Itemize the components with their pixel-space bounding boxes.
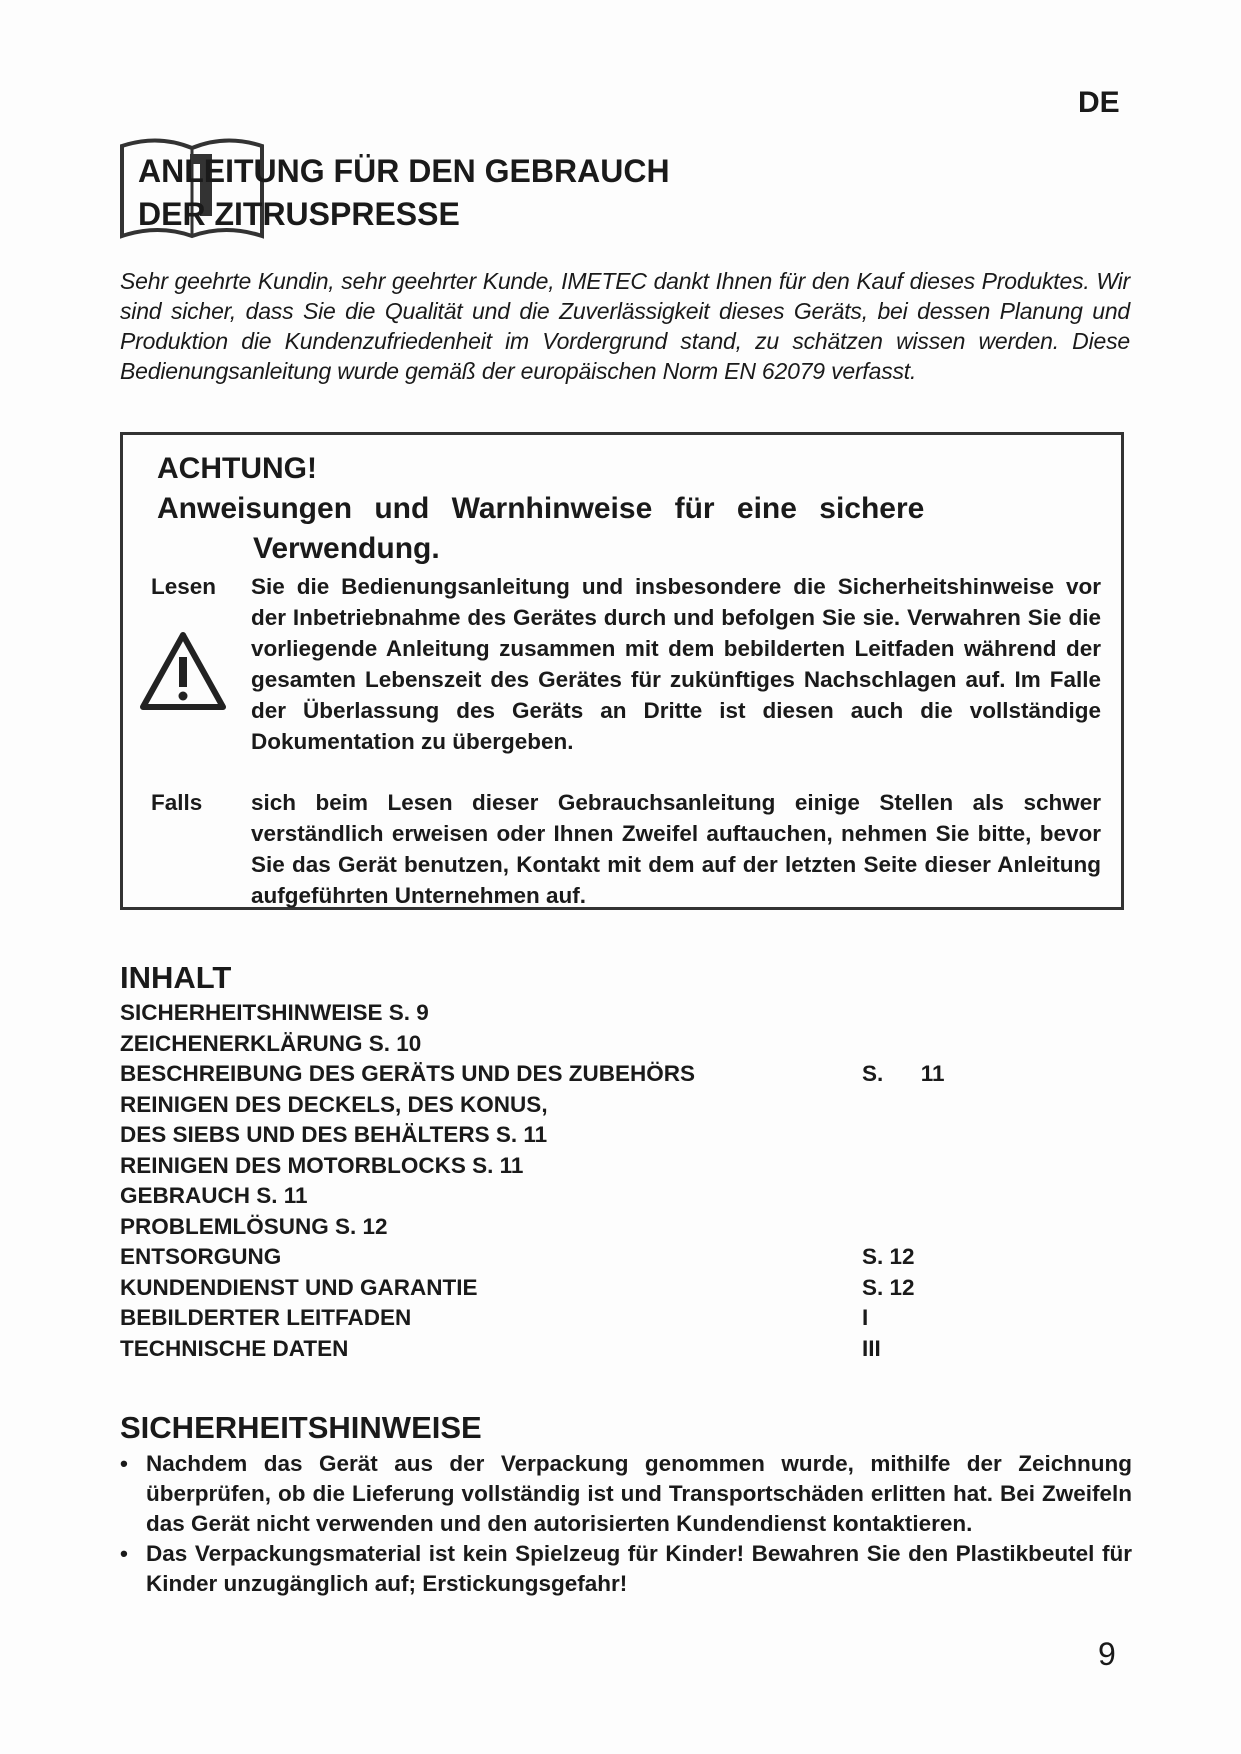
safety-bullet-list — [120, 1449, 1132, 1599]
bullet-icon: • — [120, 1451, 128, 1476]
title-line-1: ANLEITUNG FÜR DEN GEBRAUCH — [138, 153, 670, 189]
warning-subtitle-continued: Verwendung. — [253, 532, 440, 565]
toc-row — [120, 1120, 1020, 1151]
toc-row — [120, 1029, 1020, 1060]
toc-page: S. 12 — [862, 1274, 915, 1300]
warning-title: ACHTUNG! — [157, 452, 317, 485]
toc-label: BESCHREIBUNG DES GERÄTS UND DES ZUBEHÖRS — [120, 1061, 696, 1086]
toc-row — [120, 1273, 1020, 1304]
language-tag: DE — [1078, 86, 1120, 119]
toc-label: PROBLEMLÖSUNG S. 12 — [120, 1213, 388, 1239]
toc-label: SICHERHEITSHINWEISE S. 9 — [120, 1000, 429, 1025]
toc-row — [120, 1181, 1020, 1212]
intro-paragraph: Sehr geehrte Kundin, sehr geehrter Kunde, IMETEC dankt Ihnen für den Kauf dieses Produktes. Wir sind sicher, dass Sie die Qualität und die Zuverlässigkeit dieses Geräts, bei dessen Planung und Produktion die Kundenzufriedenheit im Vordergrund stand, zu schätzen wissen werden. Diese Bedienungsanleitung wurde gemäß der europäischen Norm EN 62079 verfasst. — [120, 268, 1130, 384]
toc-row — [120, 998, 1020, 1029]
page-title — [138, 150, 670, 236]
page-number: 9 — [1098, 1636, 1116, 1672]
warning-box — [120, 432, 1124, 910]
toc-page: S. 11 — [862, 1061, 945, 1086]
warning-paragraph-2-body: sich beim Lesen dieser Gebrauchsanleitung einige Stellen als schwer verständlich erweisen oder Ihnen Zweifel auftauchen, nehmen Sie bitte, bevor Sie das Gerät benutzen, Kontakt mit dem auf der letzten Seite dieser Anleitung aufgeführten Unternehmen auf. — [251, 790, 1101, 908]
toc-page: S. 12 — [862, 1244, 915, 1269]
title-line-2: DER ZITRUSPRESSE — [138, 196, 460, 232]
toc-row — [120, 1212, 1020, 1243]
toc-label: ENTSORGUNG — [120, 1244, 282, 1269]
warning-subtitle: Anweisungen und Warnhinweise für eine sichere — [157, 492, 925, 525]
toc-page: I — [862, 1305, 869, 1330]
list-item — [120, 1539, 1132, 1599]
warning-paragraph-2 — [151, 787, 1101, 911]
toc-label: TECHNISCHE DATEN — [120, 1335, 349, 1361]
toc-row — [120, 1151, 1020, 1182]
list-item — [120, 1449, 1132, 1539]
toc-row — [120, 1303, 1020, 1334]
toc-label: BEBILDERTER LEITFADEN — [120, 1305, 412, 1330]
toc-row — [120, 1334, 1020, 1365]
toc-row — [120, 1242, 1020, 1273]
warning-paragraph-1 — [151, 571, 1101, 757]
bullet-text: Das Verpackungsmaterial ist kein Spielzeug für Kinder! Bewahren Sie den Plastikbeutel für Kinder unzugänglich auf; Erstickungsgefahr! — [146, 1541, 1132, 1596]
toc-label: GEBRAUCH S. 11 — [120, 1183, 308, 1208]
table-of-contents — [120, 998, 1020, 1364]
toc-row — [120, 1090, 1020, 1121]
toc-label: DES SIEBS UND DES BEHÄLTERS S. 11 — [120, 1122, 548, 1147]
bullet-icon: • — [120, 1541, 128, 1566]
toc-label: KUNDENDIENST UND GARANTIE — [120, 1274, 478, 1300]
warning-paragraph-2-lead: Falls — [151, 790, 203, 815]
toc-page: III — [862, 1335, 881, 1361]
toc-row — [120, 1059, 1020, 1090]
section-title-safety: SICHERHEITSHINWEISE — [120, 1410, 482, 1445]
warning-paragraph-1-body: Sie die Bedienungsanleitung und insbesondere die Sicherheitshinweise vor der Inbetriebnahme des Gerätes durch und befolgen Sie sie. Verwahren Sie die vorliegende Anleitung zusammen mit dem bebilderten Leitfaden während der gesamten Lebenszeit des Gerätes für zukünftiges Nachschlagen auf. Im Falle der Überlassung des Geräts an Dritte ist diesen auch die vollständige Dokumentation zu übergeben. — [251, 574, 1101, 754]
toc-title: INHALT — [120, 960, 232, 995]
bullet-text: Nachdem das Gerät aus der Verpackung genommen wurde, mithilfe der Zeichnung überprüfen, ob die Lieferung vollständig ist und Transportschäden erlitten hat. Bei Zweifeln das Gerät nicht verwenden und den autorisierten Kundendienst kontaktieren. — [146, 1451, 1132, 1536]
toc-label: REINIGEN DES DECKELS, DES KONUS, — [120, 1091, 548, 1117]
toc-label: ZEICHENERKLÄRUNG S. 10 — [120, 1030, 422, 1056]
warning-paragraph-1-lead: Lesen — [151, 574, 217, 599]
toc-label: REINIGEN DES MOTORBLOCKS S. 11 — [120, 1152, 524, 1178]
